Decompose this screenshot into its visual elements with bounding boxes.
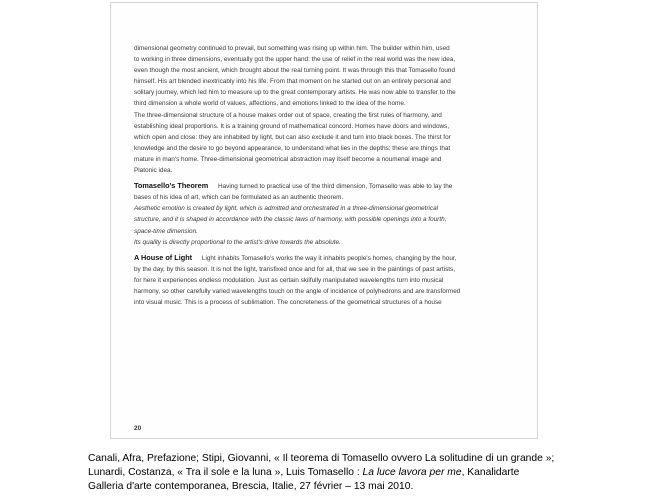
page-number: 20 — [134, 425, 142, 432]
paragraph-line: which open and close: they are inhabited by light, but can also exclude it and turn into black boxes. The thirst for — [134, 133, 451, 141]
section-heading-house-of-light: A House of Light — [134, 252, 193, 262]
image-caption — [88, 452, 608, 494]
caption-line — [88, 466, 608, 480]
paragraph-line: Light inhabits Tomasello's works the way it inhabits people's homes, changing by the hour, — [201, 254, 457, 262]
paragraph-line: solitary journey, which led him to measure up to the great contemporary artists. He was now able to transfer to the — [134, 89, 456, 97]
theorem-italic-line: structure, and it is shaped in accordance with the classic laws of harmony, with possible openings into a fourth, — [134, 216, 447, 224]
paragraph-line: Platonic idea. — [134, 167, 173, 175]
paragraph-line: knowledge and the desire to go beyond appearance, to understand what lies in the depths: these are things that — [134, 144, 451, 152]
theorem-italic-line: space-time dimension. — [134, 227, 198, 235]
section-heading-theorem: Tomasello's Theorem — [134, 181, 209, 191]
theorem-italic-line: Aesthetic emotion is created by light, which is admitted and orchestrated in a three-dimensional geometrical — [134, 205, 439, 213]
caption-book-title: La luce lavora per me — [362, 467, 462, 478]
paragraph-line: himself. His art blended inextricably into his life. From that moment on he started out on an entirely personal and — [134, 78, 451, 86]
paragraph-line: third dimension a whole world of values, affections, and emotions linked to the idea of the home. — [134, 100, 406, 108]
paragraph-line: mature in man's home. Three-dimensional geometrical abstraction may itself become a noumenal image and — [134, 155, 442, 163]
caption-text: Lunardi, Costanza, « Tra il sole e la luna », Luis Tomasello : — [88, 467, 363, 478]
paragraph-line: establishing ideal proportions. It is a training ground of mathematical concord. Homes have doors and windows, — [134, 122, 450, 130]
scanned-book-page — [110, 2, 538, 439]
paragraph-line: to working in three dimensions, eventually got the upper hand: the use of relief in the real world was the new idea, — [134, 56, 456, 64]
paragraph-line: Having turned to practical use of the third dimension, Tomasello was able to lay the — [217, 183, 453, 191]
paragraph-line: for here it experiences endless modulation. Just as certain skilfully manipulated wavelengths turn into musical — [134, 276, 444, 284]
paragraph-line: dimensional geometry continued to prevail, but something was rising up within him. The builder within him, used — [134, 45, 450, 52]
theorem-first-line — [134, 180, 519, 192]
caption-line: Galleria d'arte contemporanea, Brescia, Italie, 27 février – 13 mai 2010. — [88, 481, 414, 492]
paragraph-line: bases of his idea of art, which can be formulated as an authentic theorem. — [134, 194, 344, 202]
paragraph-line: into visual music. This is a process of sublimation. The concreteness of the geometrical structures of a house — [134, 299, 442, 307]
theorem-italic-line: Its quality is directly proportional to the artist's drive towards the absolute. — [134, 238, 341, 246]
paragraph-line: even though the most ancient, which brought about the real turning point. It was through this that Tomasello found — [134, 67, 456, 75]
caption-text: , Kanalidarte — [461, 467, 520, 478]
paragraph-line: The three-dimensional structure of a house makes order out of space, creating the first rules of harmony, and — [134, 111, 442, 119]
caption-line: Canali, Afra, Prefazione; Stipi, Giovanni, « Il teorema di Tomasello ovvero La solitudine di un grande »; — [88, 453, 555, 464]
light-first-line — [134, 252, 519, 264]
paragraph-line: by the day, by this season. It is not the light, transfixed once and for all, that we see in the paintings of past artists, — [134, 265, 456, 273]
paragraph-line: harmony, so other carefully varied wavelengths touch on the angle of incidence of polyhedrons and are transformed — [134, 287, 461, 295]
page-body-text — [134, 43, 519, 308]
